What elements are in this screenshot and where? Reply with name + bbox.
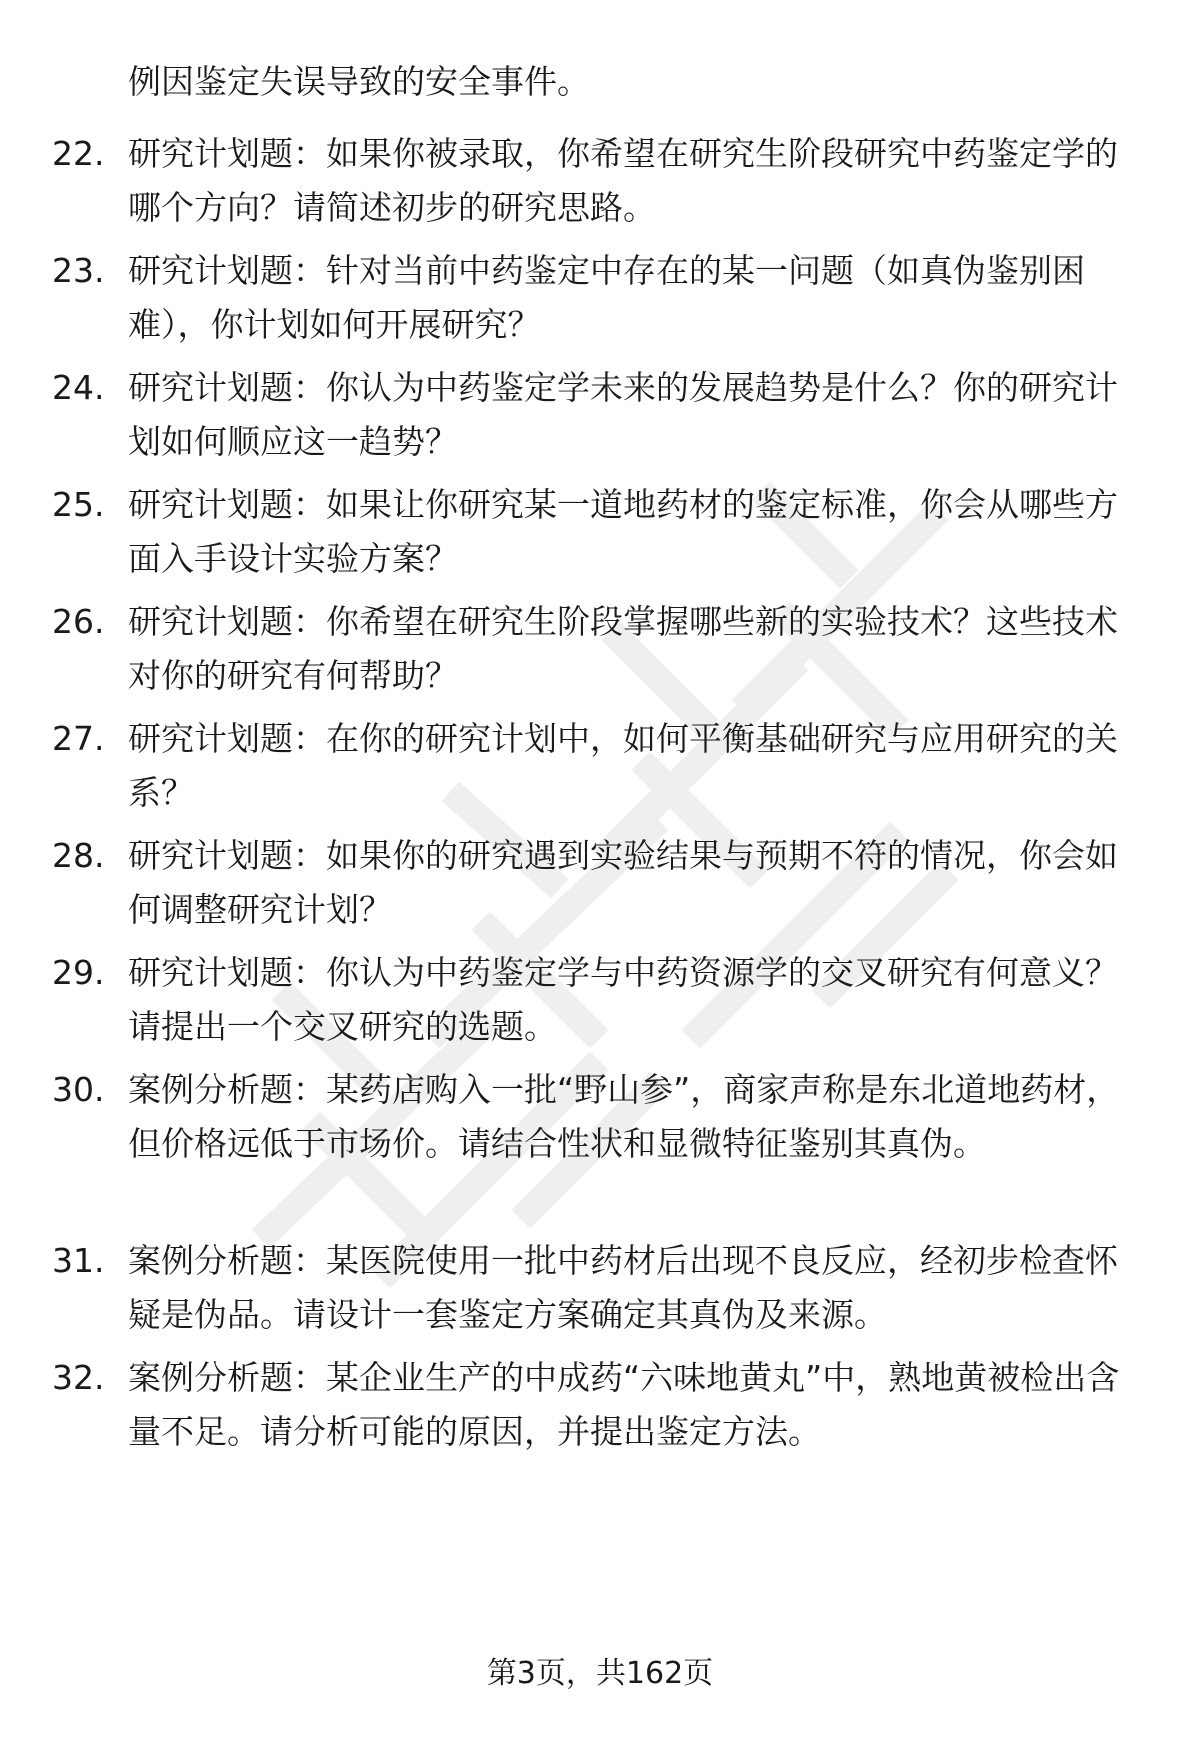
- item-text: 研究计划题：在你的研究计划中，如何平衡基础研究与应用研究的关系？: [128, 719, 1118, 812]
- list-item: [52, 712, 1152, 820]
- item-text: 案例分析题：某医院使用一批中药材后出现不良反应，经初步检查怀疑是伪品。请设计一套鉴定方案确定其真伪及来源。: [128, 1241, 1118, 1334]
- list-item: [52, 1351, 1152, 1459]
- item-number: 23.: [52, 251, 105, 290]
- item-number: 30.: [52, 1070, 105, 1109]
- item-number: 25.: [52, 485, 105, 524]
- item-number: 26.: [52, 602, 105, 641]
- item-number: 31.: [52, 1241, 105, 1280]
- item-number: 28.: [52, 836, 105, 875]
- item-number: 24.: [52, 368, 105, 407]
- item-text: 研究计划题：你认为中药鉴定学未来的发展趋势是什么？你的研究计划如何顺应这一趋势？: [128, 368, 1118, 461]
- list-item: [52, 1234, 1152, 1342]
- list-item: [52, 361, 1152, 469]
- list-item: [52, 1063, 1152, 1171]
- item-number: 29.: [52, 953, 105, 992]
- item-text: 案例分析题：某企业生产的中成药“六味地黄丸”中，熟地黄被检出含量不足。请分析可能的原因，并提出鉴定方法。: [128, 1358, 1120, 1451]
- item-text: 研究计划题：针对当前中药鉴定中存在的某一问题（如真伪鉴别困难），你计划如何开展研究？: [128, 251, 1085, 344]
- item-text: 研究计划题：你希望在研究生阶段掌握哪些新的实验技术？这些技术对你的研究有何帮助？: [128, 602, 1118, 695]
- item-number: 27.: [52, 719, 105, 758]
- page-number-footer: 第3页，共162页: [486, 1656, 714, 1691]
- item-number: 22.: [52, 134, 105, 173]
- list-item: [52, 595, 1152, 703]
- item-text: 研究计划题：如果你的研究遇到实验结果与预期不符的情况，你会如何调整研究计划？: [128, 836, 1118, 929]
- item-text: 研究计划题：你认为中药鉴定学与中药资源学的交叉研究有何意义？请提出一个交叉研究的选题。: [128, 953, 1118, 1046]
- list-item: [52, 478, 1152, 586]
- list-item: [52, 946, 1152, 1054]
- continuation-text: 例因鉴定失误导致的安全事件。: [128, 62, 590, 101]
- item-number: 32.: [52, 1358, 105, 1397]
- item-text: 研究计划题：如果让你研究某一道地药材的鉴定标准，你会从哪些方面入手设计实验方案？: [128, 485, 1118, 578]
- list-item: [52, 127, 1152, 235]
- item-text: 案例分析题：某药店购入一批“野山参”，商家声称是东北道地药材，但价格远低于市场价。请结合性状和显微特征鉴别其真伪。: [128, 1070, 1120, 1163]
- list-item: [52, 244, 1152, 352]
- list-item: [52, 829, 1152, 937]
- item-text: 研究计划题：如果你被录取，你希望在研究生阶段研究中药鉴定学的哪个方向？请简述初步的研究思路。: [128, 134, 1118, 227]
